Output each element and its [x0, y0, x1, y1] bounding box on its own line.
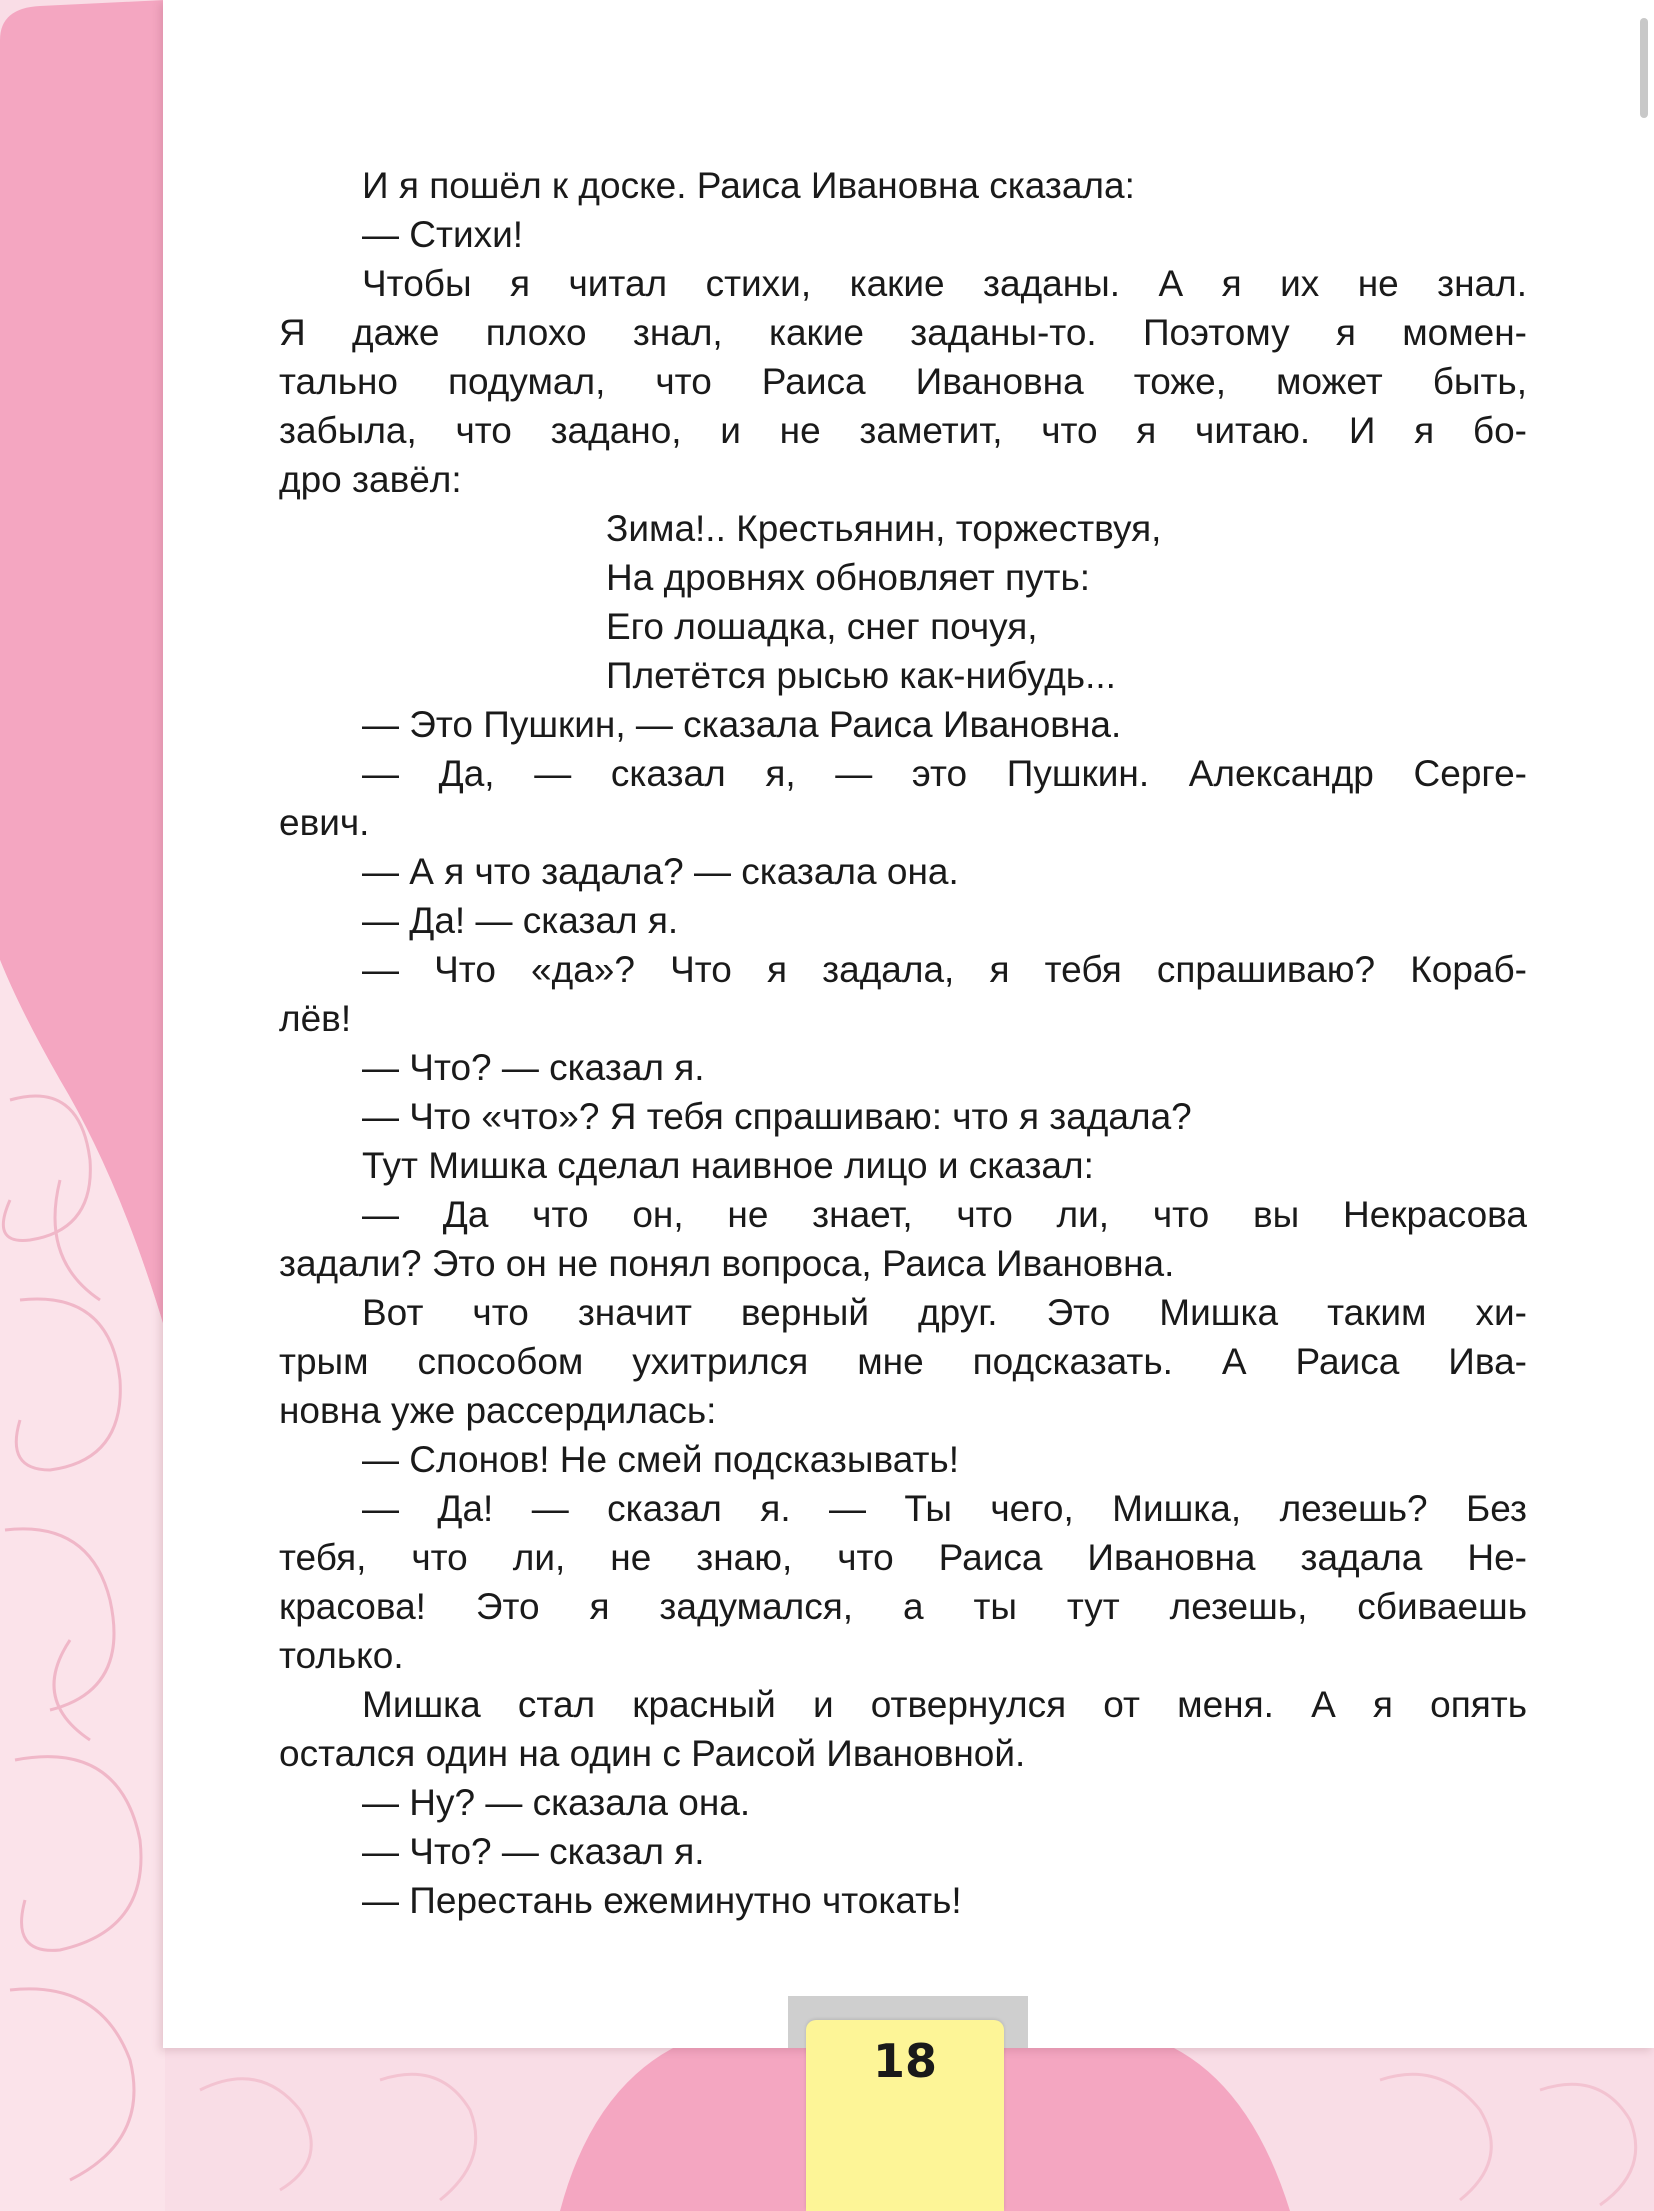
text-line: задали? Это он не понял вопроса, Раиса Ивановна. — [279, 1243, 1175, 1284]
text-line: — Да, — сказал я, — это Пушкин. Александр Серге- — [362, 753, 1527, 794]
text-line: — А я что задала? — сказала она. — [362, 851, 959, 892]
text-line: новна уже рассердилась: — [279, 1390, 717, 1431]
verse-line: Зима!.. Крестьянин, торжествуя, — [606, 508, 1162, 549]
text-line: тебя, что ли, не знаю, что Раиса Ивановна задала Не- — [279, 1537, 1527, 1578]
story-text — [279, 161, 1527, 1925]
text-line: лёв! — [279, 998, 352, 1039]
text-line: тально подумал, что Раиса Ивановна тоже, может быть, — [279, 361, 1527, 402]
text-line: трым способом ухитрился мне подсказать. А Раиса Ива- — [279, 1341, 1527, 1382]
text-line: — Стихи! — [362, 214, 524, 255]
text-line: Вот что значит верный друг. Это Мишка таким хи- — [362, 1292, 1527, 1333]
text-line: Тут Мишка сделал наивное лицо и сказал: — [362, 1145, 1094, 1186]
text-line: — Да! — сказал я. — [362, 900, 679, 941]
text-line: — Да что он, не знает, что ли, что вы Некрасова — [362, 1194, 1527, 1235]
text-line: — Слонов! Не смей подсказывать! — [362, 1439, 959, 1480]
text-line: забыла, что задано, и не заметит, что я читаю. И я бо- — [279, 410, 1527, 451]
text-line: дро завёл: — [279, 459, 462, 500]
text-line: — Что? — сказал я. — [362, 1047, 705, 1088]
page-number: 18 — [872, 2034, 937, 2088]
text-line: евич. — [279, 802, 370, 843]
scrollbar[interactable] — [1640, 18, 1648, 118]
text-line: Я даже плохо знал, какие заданы-то. Поэтому я момен- — [279, 312, 1527, 353]
text-line: — Ну? — сказала она. — [362, 1782, 751, 1823]
text-line: — Что «что»? Я тебя спрашиваю: что я задала? — [362, 1096, 1192, 1137]
text-line: Мишка стал красный и отвернулся от меня. А я опять — [362, 1684, 1527, 1725]
verse-line: Плетётся рысью как-нибудь... — [606, 655, 1116, 696]
verse-line: На дровнях обновляет путь: — [606, 557, 1091, 598]
page-number-tab — [806, 2020, 1004, 2211]
text-line: Чтобы я читал стихи, какие заданы. А я их не знал. — [362, 263, 1527, 304]
text-line: — Что «да»? Что я задала, я тебя спрашиваю? Кораб- — [362, 949, 1527, 990]
text-line: — Что? — сказал я. — [362, 1831, 705, 1872]
text-line: только. — [279, 1635, 404, 1676]
text-line: — Перестань ежеминутно чтокать! — [362, 1880, 962, 1921]
text-line: — Да! — сказал я. — Ты чего, Мишка, лезешь? Без — [362, 1488, 1527, 1529]
text-line: И я пошёл к доске. Раиса Ивановна сказала: — [362, 165, 1135, 206]
text-line: — Это Пушкин, — сказала Раиса Ивановна. — [362, 704, 1122, 745]
verse-line: Его лошадка, снег почуя, — [606, 606, 1038, 647]
text-line: остался один на один с Раисой Ивановной. — [279, 1733, 1026, 1774]
text-line: красова! Это я задумался, а ты тут лезешь, сбиваешь — [279, 1586, 1527, 1627]
